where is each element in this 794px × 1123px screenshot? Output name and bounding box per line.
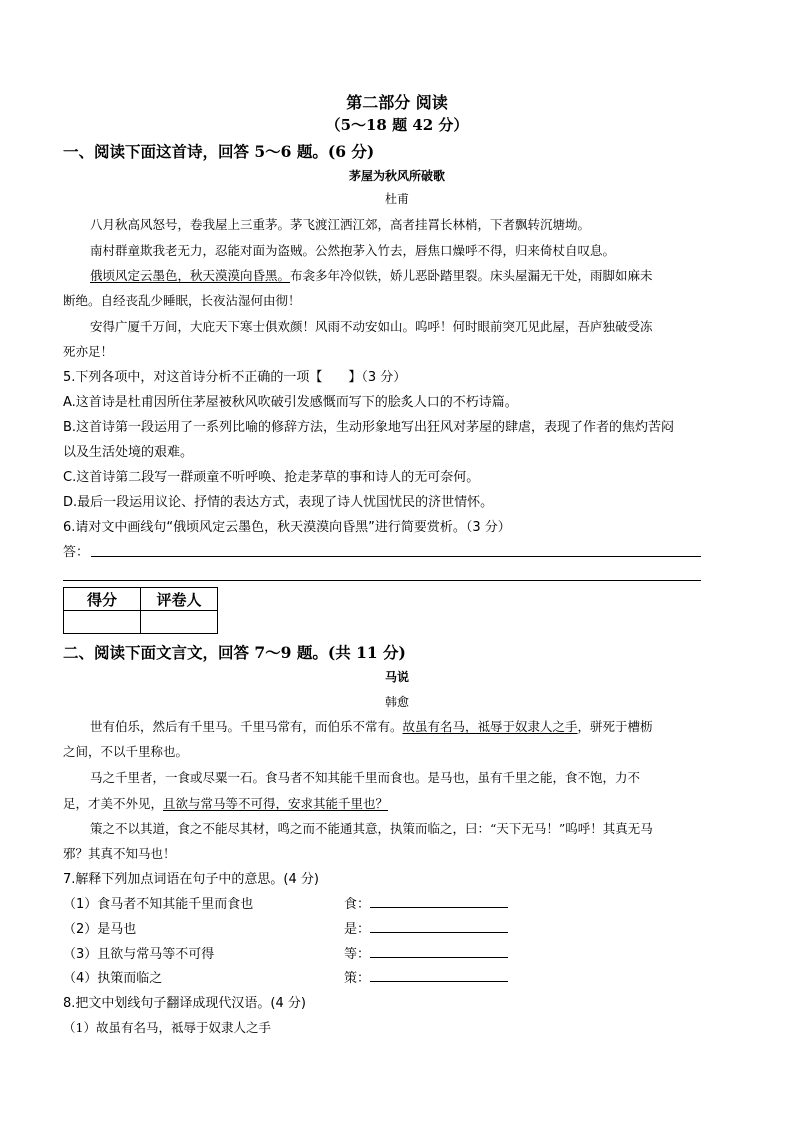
essay-p2-line1: 马之千里者，一食或尽粟一石。食马者不知其能千里而食也。是马也，虽有千里之能，食不饱，力不 — [90, 770, 641, 785]
q7-item-2-blank[interactable]: 是： — [344, 918, 508, 937]
essay-p3-line2: 邪？其真不知马也！ — [63, 846, 176, 861]
q7-item-3-blank[interactable]: 等： — [344, 943, 508, 962]
q7-item-4-blank[interactable]: 策： — [344, 967, 508, 986]
essay-author: 韩愈 — [384, 695, 409, 709]
poem-stanza-4-line1: 安得广厦千万间，大庇天下寒士俱欢颜！风雨不动安如山。呜呼！何时眼前突兀见此屋，吾庐独破受冻 — [90, 319, 653, 334]
q6-answer-label: 答： — [63, 545, 90, 560]
q5-option-c: C.这首诗第二段写一群顽童不听呼唤、抢走茅草的事和诗人的无可奈何。 — [63, 470, 480, 485]
score-header: 得分 — [64, 588, 141, 611]
q7-item-4: （4）执策而临之 — [63, 971, 163, 986]
fill-blank[interactable] — [370, 969, 508, 982]
underlined-sentence: 俄顷风定云墨色，秋天漠漠向昏黑。 — [90, 268, 291, 283]
q8-item-1: （1）故虽有名马，祗辱于奴隶人之手 — [63, 1020, 271, 1035]
underlined-sentence: 故虽有名马，祗辱于奴隶人之手 — [402, 719, 578, 734]
q8-stem: 8.把文中划线句子翻译成现代汉语。(4 分) — [63, 996, 306, 1011]
fill-blank[interactable] — [370, 945, 508, 958]
grader-cell[interactable] — [141, 611, 218, 634]
q6-stem: 6.请对文中画线句“俄顷风定云墨色，秋天漠漠向昏黑”进行简要赏析。（3 分） — [63, 520, 511, 535]
fill-blank[interactable] — [370, 920, 508, 933]
fill-blank[interactable] — [370, 895, 508, 908]
poem-stanza-3-line1: 俄顷风定云墨色，秋天漠漠向昏黑。布衾多年冷似铁，娇儿恶卧踏里裂。床头屋漏无干处，雨脚如麻未 — [90, 268, 653, 283]
grader-header: 评卷人 — [141, 588, 218, 611]
q5-option-b-line1: B.这首诗第一段运用了一系列比喻的修辞方法，生动形象地写出狂风对茅屋的肆虐，表现了作者的焦灼苦闷 — [63, 420, 675, 435]
poem-stanza-3-line2: 断绝。自经丧乱少睡眠，长夜沾湿何由彻！ — [63, 293, 301, 308]
poem-author: 杜甫 — [384, 192, 409, 206]
section2-heading: 二、阅读下面文言文，回答 7～9 题。(共 11 分) — [63, 643, 406, 662]
section1-heading: 一、阅读下面这首诗，回答 5～6 题。(6 分) — [63, 142, 375, 161]
answer-line[interactable] — [63, 580, 701, 581]
poem-title: 茅屋为秋风所破歌 — [348, 169, 445, 183]
score-table — [63, 587, 218, 634]
part-subtitle: （5～18 题 42 分） — [325, 116, 469, 134]
essay-p3-line1: 策之不以其道，食之不能尽其材，鸣之而不能通其意，执策而临之，曰：“天下无马！”呜呼！其真无马 — [90, 821, 653, 836]
q5-stem: 5.下列各项中，对这首诗分析不正确的一项【 】（3 分） — [63, 370, 407, 385]
score-cell[interactable] — [64, 611, 141, 634]
poem-stanza-4-line2: 死亦足！ — [63, 344, 114, 359]
q7-item-2: （2）是马也 — [63, 922, 137, 937]
q7-item-1-blank[interactable]: 食： — [344, 893, 508, 912]
poem-stanza-1: 八月秋高风怒号，卷我屋上三重茅。茅飞渡江洒江郊，高者挂罥长林梢，下者飘转沉塘坳。 — [90, 217, 591, 232]
q5-option-b-line2: 以及生活处境的艰难。 — [63, 445, 194, 460]
poem-stanza-2: 南村群童欺我老无力，忍能对面为盗贼。公然抱茅入竹去，唇焦口燥呼不得，归来倚杖自叹息。 — [90, 243, 616, 258]
q7-stem: 7.解释下列加点词语在句子中的意思。(4 分) — [63, 872, 319, 887]
answer-line[interactable] — [91, 556, 701, 557]
q7-item-3: （3）且欲与常马等不可得 — [63, 947, 215, 962]
essay-p1-line2: 之间，不以千里称也。 — [63, 744, 189, 759]
q7-item-1: （1）食马者不知其能千里而食也 — [63, 897, 254, 912]
essay-p1-line1: 世有伯乐，然后有千里马。千里马常有，而伯乐不常有。故虽有名马，祗辱于奴隶人之手，骈死于槽枥 — [90, 719, 653, 734]
q5-option-d: D.最后一段运用议论、抒情的表达方式，表现了诗人忧国忧民的济世情怀。 — [63, 495, 494, 510]
q5-option-a: A.这首诗是杜甫因所住茅屋被秋风吹破引发感慨而写下的脍炙人口的不朽诗篇。 — [63, 395, 518, 410]
essay-p2-line2: 足，才美不外见，且欲与常马等不可得，安求其能千里也？ — [63, 796, 389, 811]
underlined-sentence: 且欲与常马等不可得，安求其能千里也？ — [163, 796, 389, 811]
part-title: 第二部分 阅读 — [346, 93, 448, 112]
essay-title: 马说 — [384, 670, 409, 684]
